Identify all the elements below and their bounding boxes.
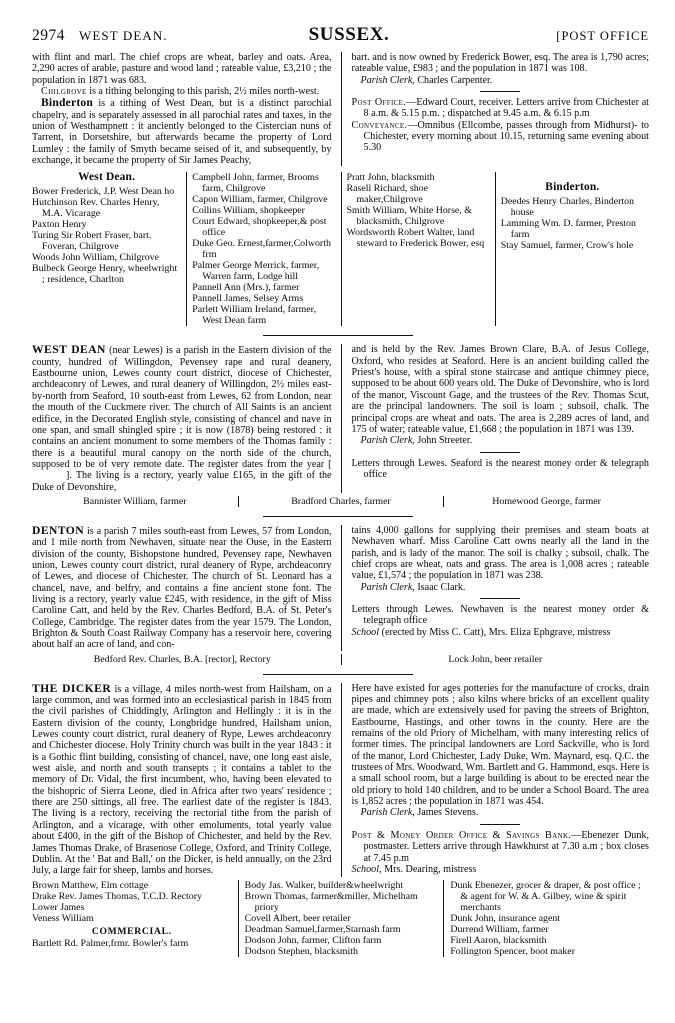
post-office-label: Post & Money Order Office & Savings Bank. [351, 829, 572, 841]
the-dicker-paragraph [32, 683, 332, 877]
west-dean-lewes-right-column [341, 344, 650, 492]
list-item: Palmer George Merrick, farmer, Warren farm, Lodge hill [192, 260, 320, 283]
conveyance-label: Conveyance. [351, 119, 408, 131]
article-divider-rule-1 [263, 335, 413, 336]
the-dicker-directory-column-1 [32, 880, 238, 957]
post-office-label: Post Office. [351, 97, 407, 109]
list-item: Bannister William, farmer [83, 495, 187, 507]
parish-clerk-line [352, 807, 650, 818]
list-item: Collins William, shopkeeper [192, 205, 305, 217]
the-dicker-left-column [32, 683, 341, 877]
list-item: Covell Albert, beer retailer [244, 912, 351, 924]
chilgrove-text: is a tithing belonging to this parish, 2½ miles north-west. [86, 86, 320, 98]
section-divider-rule [480, 598, 520, 599]
the-dicker-text: is a village, 4 miles north-west from Hailsham, on a large common, and was formed into an ecclesiastical parish in 1845 from the civil parishes of Chiddingly, Arlington and Hellingly : it is in the Eastern division of the county, Longbridge hundred, Hailsham union, Lewes county court district, rural deanery of Rype, Lewes archdeaconry and Chichester diocese. Holy Trinity church was built in the year 1843 : it is a Gothic flint building, consisting of chancel, nave, one long east aisle, west aisle, and north and south transepts ; it contains a tablet to the memory of Dr. Vidal, the first incumbent, who, having been elevated to the bishopric of Sierra Leone, died in Africa after two years' residence ; there are 250 sittings, all free. The earliest date of the register is 1843. The living is a rectory, receiving the rectorial tithe from the parish of Arlington, and a vicarage, with other emoluments, total yearly value about £400, in the gift of the Bishop of Chichester, and held by the Rev. James Thomas Drake, of Brasenose College, Oxford, and Trinity College, Dublin. At the ' Bat and Ball,' on the Dicker, is held annually, on the 23rd July, a large fair for sheep, lambs and horses. [32, 683, 332, 877]
list-item: Hutchinson Rev. Charles Henry, M.A. Vicarage [32, 197, 160, 220]
denton-continued: tains 4,000 gallons for supplying their premises and steam boats at Newhaven wharf. Miss Caroline Catt owns nearly all the land in the parish, and is lady of the manor. The soil is chalky ; subsoil, chalk. The chief crops are wheat, oats and grass. The area is 1,008 acres ; rateable value, £1,574 ; the population in 1871 was 238. [351, 524, 649, 582]
denton-paragraph [32, 525, 332, 651]
post-office-text: —Ebenezer Dunk, postmaster. Letters arrive through Hawkhurst at 7.30 a.m ; box closes at 7.45 p.m [363, 829, 649, 864]
list-item: Brown Matthew, Elm cottage [32, 879, 149, 891]
list-item: Woods John William, Chilgrove [32, 252, 159, 264]
west-dean-left-column [32, 52, 341, 166]
west-dean-continued-text: bart. and is now owned by Frederick Bower, esq. The area is 1,790 acres; rateable value, £983 ; and the population in 1871 was 108. [351, 52, 649, 75]
page-number: 2974 [32, 27, 65, 44]
parish-clerk-name: , Isaac Clark. [412, 581, 466, 593]
west-dean-lewes-text: (near Lewes) is a parish in the Eastern division of the county, hundred of Willingdon, Pevensey rape and rural deanery, Eastbourne union, Lewes county court district, diocese of Chichester, archdeaconry of Lewes, and rural deanery of Willingdon, 2½ miles east-by-north from Seaford, 10 south-east from Lewes, 62 from London, near the mouth of the Cuckmere river. The church of All Saints is an ancient edifice, in the Decorated English style, consisting of chancel and nave in one span, and small shingled spire ; it is now (1878) being restored : it contains an ancient monument to some members of the Thomas family : there is a beautiful mural canopy on the north side of the church, supposed to be of very remote date. The register dates from the year [ [32, 345, 332, 470]
list-item: Lock John, beer retailer [448, 653, 543, 665]
denton-directory-column-2 [341, 654, 650, 665]
post-office-text: —Edward Court, receiver. Letters arrive from Chichester at 8 a.m. & 5.15 p.m. ; dispatched at 9.45 a.m. & 6.15 p.m [363, 97, 649, 120]
west-dean-lewes-directory [0, 496, 675, 507]
list-item: Follington Spencer, boot maker [450, 945, 575, 957]
parish-clerk-line [352, 435, 650, 446]
conveyance-notice [352, 120, 650, 154]
list-item: Stay Samuel, farmer, Crow's hole [500, 240, 634, 252]
denton-text: is a parish 7 miles south-east from Lewes, 57 from London, and 1 mile north from Newhaven, situate near the Ouse, in the Eastern division of the county, Bishopstone hundred, Pevensey rape, Newhaven union, Lewes county court district, rural deanery of Rype, archdeaconry of Lewes, and diocese of Chichester. The church of St. Leonard has a chancel, nave, and belfry, and contains a fine ancient stone font. The living is a rectory, yearly value £245, with residence, in the gift of Miss Caroline Catt, and held by the Rev. Charles Bedford, B.A. of St. Peter's College, Cambridge. The register dates from the year 1579. The London, Brighton & South Coast Railway Company has a reservoir here, covering about half an acre of land, and con- [32, 525, 332, 651]
the-dicker-right-column [341, 683, 650, 877]
running-head-county: SUSSEX. [308, 24, 390, 45]
list-item: Firell Aaron, blacksmith [450, 934, 547, 946]
directory-heading-binderton: Binderton. [545, 181, 600, 194]
denton-article [0, 525, 675, 651]
the-dicker-article [0, 683, 675, 877]
list-item: Dodson John, farmer, Clifton farm [244, 934, 382, 946]
list-item: Smith William, White Horse, & blacksmith, Chilgrove [346, 205, 472, 228]
list-item: Lamming Wm. D. farmer, Preston farm [500, 218, 636, 241]
letters-notice: Letters through Lewes. Newhaven is the nearest money order & telegraph office [351, 603, 649, 627]
running-head-left: WEST DEAN. [79, 28, 168, 43]
list-item: Lower James [32, 901, 85, 913]
list-item: Homewood George, farmer [443, 496, 649, 507]
list-item: Bower Frederick, J.P. West Dean ho [32, 186, 175, 198]
list-item: Paxton Henry [32, 219, 87, 231]
the-dicker-continued: Here have existed for ages potteries for the manufacture of crocks, drain pipes and chimney pots ; also kilns where bricks of an excellent quality are made, which are extensively used for paving the streets of Brighton, Eastbourne, Hastings, and other towns in the county. Here are the remains of the old Priory of Michelham, with many interesting relics of former times. The principal landowners are Lord Sackville, who is lord of the manor, Lord Chichester, Lady Duke, Wm. Maynard, esq. Q.C. the trustees of Mrs. Woodward, Wm. Bartlett and G. Hammond, esqs. Here is a small school room, but a large building is about to be erected near the old priory to hold 140 children, and to be under a School Board. The area is 1,852 acres ; the population in 1871 was 454. [351, 682, 649, 808]
conveyance-text: —Omnibus (Ellcombe, passes through from Midhurst)- to Chichester, every morning about 10.15, returning same evening about 5.30 [363, 119, 649, 154]
article-divider-rule-3 [263, 674, 413, 675]
list-item: Bulbeck George Henry, wheelwright ; residence, Charlton [32, 263, 178, 286]
binderton-text: is a tithing of West Dean, but is a distinct parochial chapelry, and is separately assessed in all parochial rates and taxes, in the union of Westhampnett : it anciently belonged to the Cistercian nuns of Tarrent, in Dorsetshire, but afterwards became the property of Lord Lumley : the family of Smyth became seised of it, and subsequently, by exchange, it became the property of Sir James Peachy, [32, 98, 332, 167]
article-divider-rule-2 [263, 516, 413, 517]
running-head-right: [POST OFFICE [556, 29, 649, 43]
directory-column-3 [341, 172, 495, 326]
list-item: Drake Rev. James Thomas, T.C.D. Rectory [32, 890, 202, 902]
parish-clerk-name: , James Stevens. [412, 807, 479, 819]
list-item: Court Edward, shopkeeper,& post office [192, 216, 327, 239]
school-label: School [351, 863, 380, 875]
list-item: Bradford Charles, farmer [238, 496, 444, 507]
school-text: (erected by Miss C. Catt), Mrs. Eliza Ephgrave, mistress [379, 626, 611, 638]
list-item: Veness William [32, 912, 94, 924]
list-item: Bartlett Rd. Palmer,frmr. Bowler's farm [32, 937, 189, 949]
parish-clerk-name: , John Streeter. [412, 435, 473, 447]
parish-clerk-name: , Charles Carpenter. [412, 74, 493, 86]
west-dean-right-column [341, 52, 650, 166]
denton-directory-column-1 [32, 654, 341, 665]
school-label: School [351, 626, 380, 638]
list-item: Wordsworth Robert Walter, land steward to Frederick Bower, esq [346, 227, 485, 250]
section-divider-rule [480, 452, 520, 453]
parish-clerk-label: Parish Clerk [360, 74, 413, 86]
list-item: Capon William, farmer, Chilgrove [192, 194, 328, 206]
parish-clerk-line [352, 75, 650, 86]
west-dean-lewes-continued: and is held by the Rev. James Brown Clare, B.A. of Jesus College, Oxford, who resides at Seaford. Here is an ancient building called the Priest's house, with a spiral stone staircase and antique chimney piece, supposed to be about 600 years old. The Duke of Devonshire, who is lord of the manor, Viscount Gage, and the trustees of the Rev. Thomas Scut, are the principal landowners. The soil is loam ; subsoil, chalk. The principal crops are wheat and oats. The area is 2,289 acres of land, and 175 of water; rateable value, £1,668 ; the population in 1871 was 139. [351, 344, 649, 435]
west-dean-lewes-text-tail: ]. The living is a rectory, yearly value £165, in the gift of the Duke of Devonshire, [32, 470, 332, 493]
west-dean-intro-text: with flint and marl. The chief crops are wheat, barley and oats. Area, 2,290 acres of arable, pasture and wood land ; rateable value, £3,210 ; the population in 1871 was 683. [32, 52, 332, 86]
parish-clerk-line [352, 582, 650, 593]
list-item: Dunk John, insurance agent [450, 912, 561, 924]
school-text: , Mrs. Dearing, mistress [379, 863, 477, 875]
west-dean-directory [0, 172, 675, 326]
list-item: Deadman Samuel,farmer,Starnash farm [244, 923, 401, 935]
list-item: Duke Geo. Ernest,farmer,Colworth frm [192, 238, 331, 261]
west-dean-lewes-article [0, 344, 675, 492]
list-item: Durrend William, farmer [450, 923, 549, 935]
list-item: Pratt John, blacksmith [346, 172, 435, 184]
binderton-paragraph [32, 97, 332, 166]
list-item: Deedes Henry Charles, Binderton house [500, 196, 635, 219]
parish-clerk-label: Parish Clerk [360, 435, 413, 447]
list-item: Dunk Ebenezer, grocer & draper, & post office ; & agent for W. & A. Gilbey, wine & spirit merchants [450, 879, 641, 913]
list-item: Body Jas. Walker, builder&wheelwright [244, 879, 404, 891]
parish-clerk-label: Parish Clerk [360, 807, 413, 819]
list-item: Turing Sir Robert Fraser, bart. Foveran, Chilgrove [32, 230, 152, 253]
the-dicker-headword: THE DICKER [32, 681, 112, 695]
section-divider-rule [480, 91, 520, 92]
denton-directory [0, 654, 675, 665]
west-dean-lewes-headword: WEST DEAN [32, 343, 106, 357]
post-office-notice [352, 97, 650, 120]
letters-notice: Letters through Lewes. Seaford is the nearest money order & telegraph office [351, 457, 649, 480]
commercial-subheading: COMMERCIAL. [91, 925, 172, 937]
directory-column-4 [495, 172, 649, 326]
directory-column-1 [32, 172, 186, 326]
list-item: Dodson Stephen, blacksmith [244, 945, 358, 957]
list-item: Parlett William Ireland, farmer, West Dean farm [192, 304, 317, 327]
directory-heading-west-dean: West Dean. [78, 171, 136, 184]
section-divider-rule [480, 824, 520, 825]
list-item: Pannell James, Selsey Arms [192, 293, 304, 305]
list-item: Campbell John, farmer, Brooms farm, Chilgrove [192, 172, 319, 195]
the-dicker-directory [0, 880, 675, 957]
school-notice [352, 864, 650, 875]
denton-headword: DENTON [32, 523, 85, 537]
denton-left-column [32, 525, 341, 651]
west-dean-lewes-left-column [32, 344, 341, 492]
list-item: Pannell Ann (Mrs.), farmer [192, 282, 300, 294]
west-dean-lewes-paragraph [32, 344, 332, 492]
parish-clerk-label: Parish Clerk [360, 581, 413, 593]
the-dicker-directory-column-2 [238, 880, 444, 957]
list-item: Bedford Rev. Charles, B.A. [rector], Rectory [93, 653, 271, 665]
denton-right-column [341, 525, 650, 651]
west-dean-chichester-article [0, 52, 675, 166]
the-dicker-directory-column-3 [443, 880, 649, 957]
list-item: Rasell Richard, shoe maker,Chilgrove [346, 183, 428, 206]
post-office-notice [352, 830, 650, 864]
list-item: Brown Thomas, farmer&miller, Michelham priory [244, 890, 418, 913]
running-head [0, 0, 675, 46]
school-notice [352, 627, 650, 638]
directory-column-2 [186, 172, 340, 326]
chilgrove-headword: Chilgrove [41, 86, 87, 98]
binderton-headword: Binderton [41, 96, 94, 110]
